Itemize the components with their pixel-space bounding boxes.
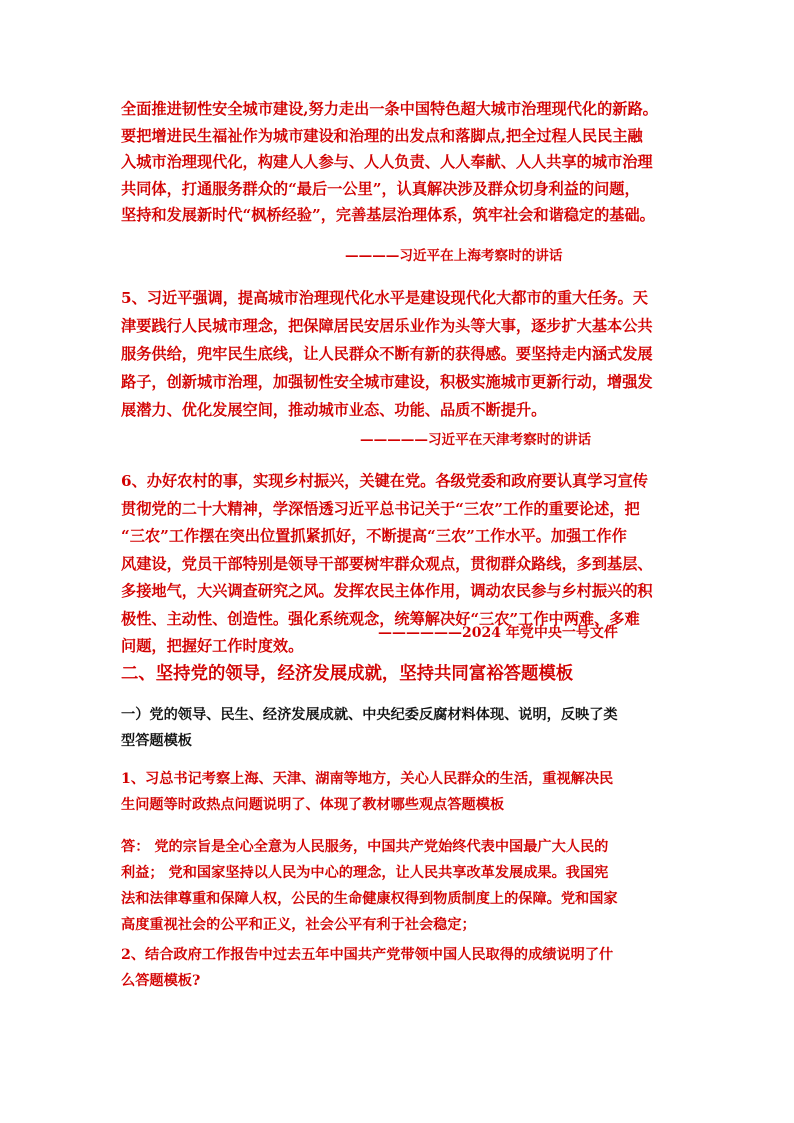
section-heading (121, 660, 691, 688)
quote-3-line: 多接地气，大兴调查研究之风。发挥农民主体作用，调动农民参与乡村振兴的积 (121, 582, 653, 600)
quote-3-line: “三农”工作摆在突出位置抓紧抓好，不断提高“三农”工作水平。加强工作作 (121, 527, 627, 545)
quote-3-last-line: 问题，把握好工作时度效。 (121, 637, 304, 655)
quote-1-line: 入城市治理现代化，构建人人参与、人人负责、人人奉献、人人共享的城市治理 (121, 153, 653, 171)
quote-1-attribution: ————习近平在上海考察时的讲话 (345, 248, 563, 264)
question-2 (121, 942, 691, 994)
quote-1-line: 坚持和发展新时代“枫桥经验”，完善基层治理体系，筑牢社会和谐稳定的基础。 (121, 206, 655, 224)
quote-1-line: 共同体，打通服务群众的“最后一公里”，认真解决涉及群众切身利益的问题， (121, 179, 640, 198)
subheading (121, 702, 691, 754)
question-1-line: 生问题等时政热点问题说明了、体现了教材哪些观点答题模板 (121, 797, 505, 813)
quote-2-line: 服务供给，兜牢民生底线，让人民群众不断有新的获得感。要坚持走内涵式发展 (121, 345, 653, 363)
quote-block-1 (121, 96, 691, 229)
quote-2-line: 展潜力、优化发展空间，推动城市业态、功能、品质不断提升。 (121, 401, 547, 419)
answer-1-line: 法和法律尊重和保障人权，公民的生命健康权得到物质制度上的保障。党和国家 (121, 891, 618, 907)
quote-1-line: 要把增进民生福祉作为城市建设和治理的出发点和落脚点,把全过程人民民主融 (121, 126, 643, 145)
quote-3-attribution: ——————2024 年党中央一号文件 (378, 625, 618, 641)
answer-1 (121, 834, 691, 938)
answer-1-line: 利益； 党和国家坚持以人民为中心的理念，让人民共享改革发展成果。我国宪 (121, 865, 609, 881)
quote-3-line: 6、办好农村的事，实现乡村振兴，关键在党。各级党委和政府要认真学习宣传 (121, 472, 648, 490)
section-heading-text: 二、坚持党的领导，经济发展成就，坚持共同富裕答题模板 (121, 664, 574, 684)
quote-1-line: 全面推进韧性安全城市建设,努力走出一条中国特色超大城市治理现代化的新路。 (121, 100, 658, 118)
quote-2-line: 5、习近平强调，提高城市治理现代化水平是建设现代化大都市的重大任务。天 (121, 289, 648, 307)
quote-2-line: 路子，创新城市治理，加强韧性安全城市建设，积极实施城市更新行动，增强发 (121, 373, 653, 391)
quote-3-line: 贯彻党的二十大精神，学深悟透习近平总书记关于“三农”工作的重要论述，把 (121, 499, 640, 518)
question-1 (121, 766, 691, 818)
answer-1-line: 高度重视社会的公平和正义，社会公平有利于社会稳定； (121, 917, 476, 933)
quote-3-line: 极性、主动性、创造性。强化系统观念，统筹解决好“三农”工作中两难、多难 (121, 609, 640, 628)
subheading-line: 型答题模板 (121, 733, 192, 749)
quote-2-line: 津要践行人民城市理念，把保障居民安居乐业作为头等大事，逐步扩大基本公共 (121, 317, 653, 335)
quote-2-attribution: —————习近平在天津考察时的讲话 (360, 432, 592, 448)
quote-3-line: 风建设，党员干部特别是领导干部要树牢群众观点，贯彻群众路线，多到基层、 (121, 554, 653, 573)
question-1-line: 1、习总书记考察上海、天津、湖南等地方，关心人民群众的生活，重视解决民 (121, 771, 614, 787)
subheading-line: 一）党的领导、民生、经济发展成就、中央纪委反腐材料体现、说明，反映了类 (121, 707, 618, 723)
quote-block-2 (121, 284, 691, 424)
question-2-line: 么答题模板? (121, 973, 201, 989)
answer-1-line: 答： 党的宗旨是全心全意为人民服务，中国共产党始终代表中国最广大人民的 (121, 839, 609, 855)
question-2-line: 2、结合政府工作报告中过去五年中国共产党带领中国人民取得的成绩说明了什 (121, 947, 614, 963)
